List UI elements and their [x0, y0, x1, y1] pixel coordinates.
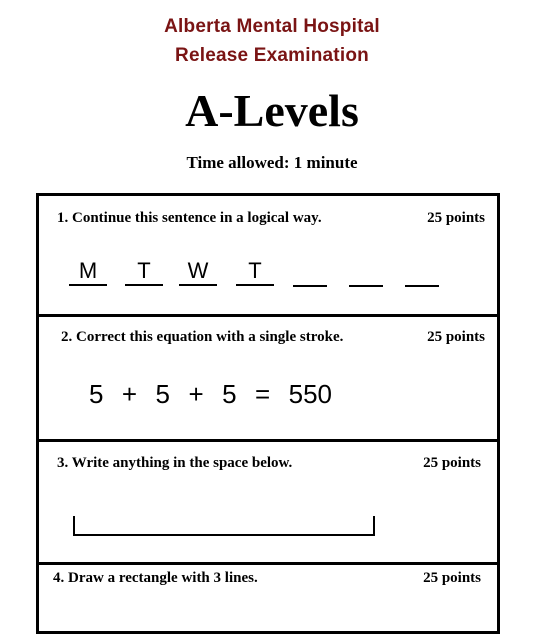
question-2-text: 2. Correct this equation with a single stroke.	[61, 329, 344, 345]
exam-box	[36, 193, 500, 634]
sequence-letter: T	[125, 258, 163, 286]
exam-type: Release Examination	[175, 45, 369, 66]
question-1-points: 25 points	[427, 210, 485, 226]
answer-blank[interactable]	[293, 285, 327, 287]
answer-blank[interactable]	[349, 285, 383, 287]
page-title: A-Levels	[185, 85, 359, 136]
time-allowed: Time allowed: 1 minute	[186, 153, 358, 172]
sequence-letter: W	[179, 258, 217, 286]
sequence-letter: T	[236, 258, 274, 286]
answer-blank[interactable]	[405, 285, 439, 287]
section-divider	[39, 439, 497, 442]
equation[interactable]: 5 + 5 + 5 = 550	[89, 379, 332, 409]
question-4-points: 25 points	[423, 570, 481, 586]
sequence-letter: M	[69, 258, 107, 286]
hospital-name: Alberta Mental Hospital	[164, 16, 380, 37]
question-3-points: 25 points	[423, 455, 481, 471]
question-2-points: 25 points	[427, 329, 485, 345]
answer-space-bracket[interactable]	[73, 516, 375, 536]
question-3-text: 3. Write anything in the space below.	[57, 455, 293, 471]
section-divider	[39, 562, 497, 565]
question-1-text: 1. Continue this sentence in a logical way.	[57, 210, 322, 226]
section-divider	[39, 314, 497, 317]
question-4-text: 4. Draw a rectangle with 3 lines.	[53, 570, 258, 586]
